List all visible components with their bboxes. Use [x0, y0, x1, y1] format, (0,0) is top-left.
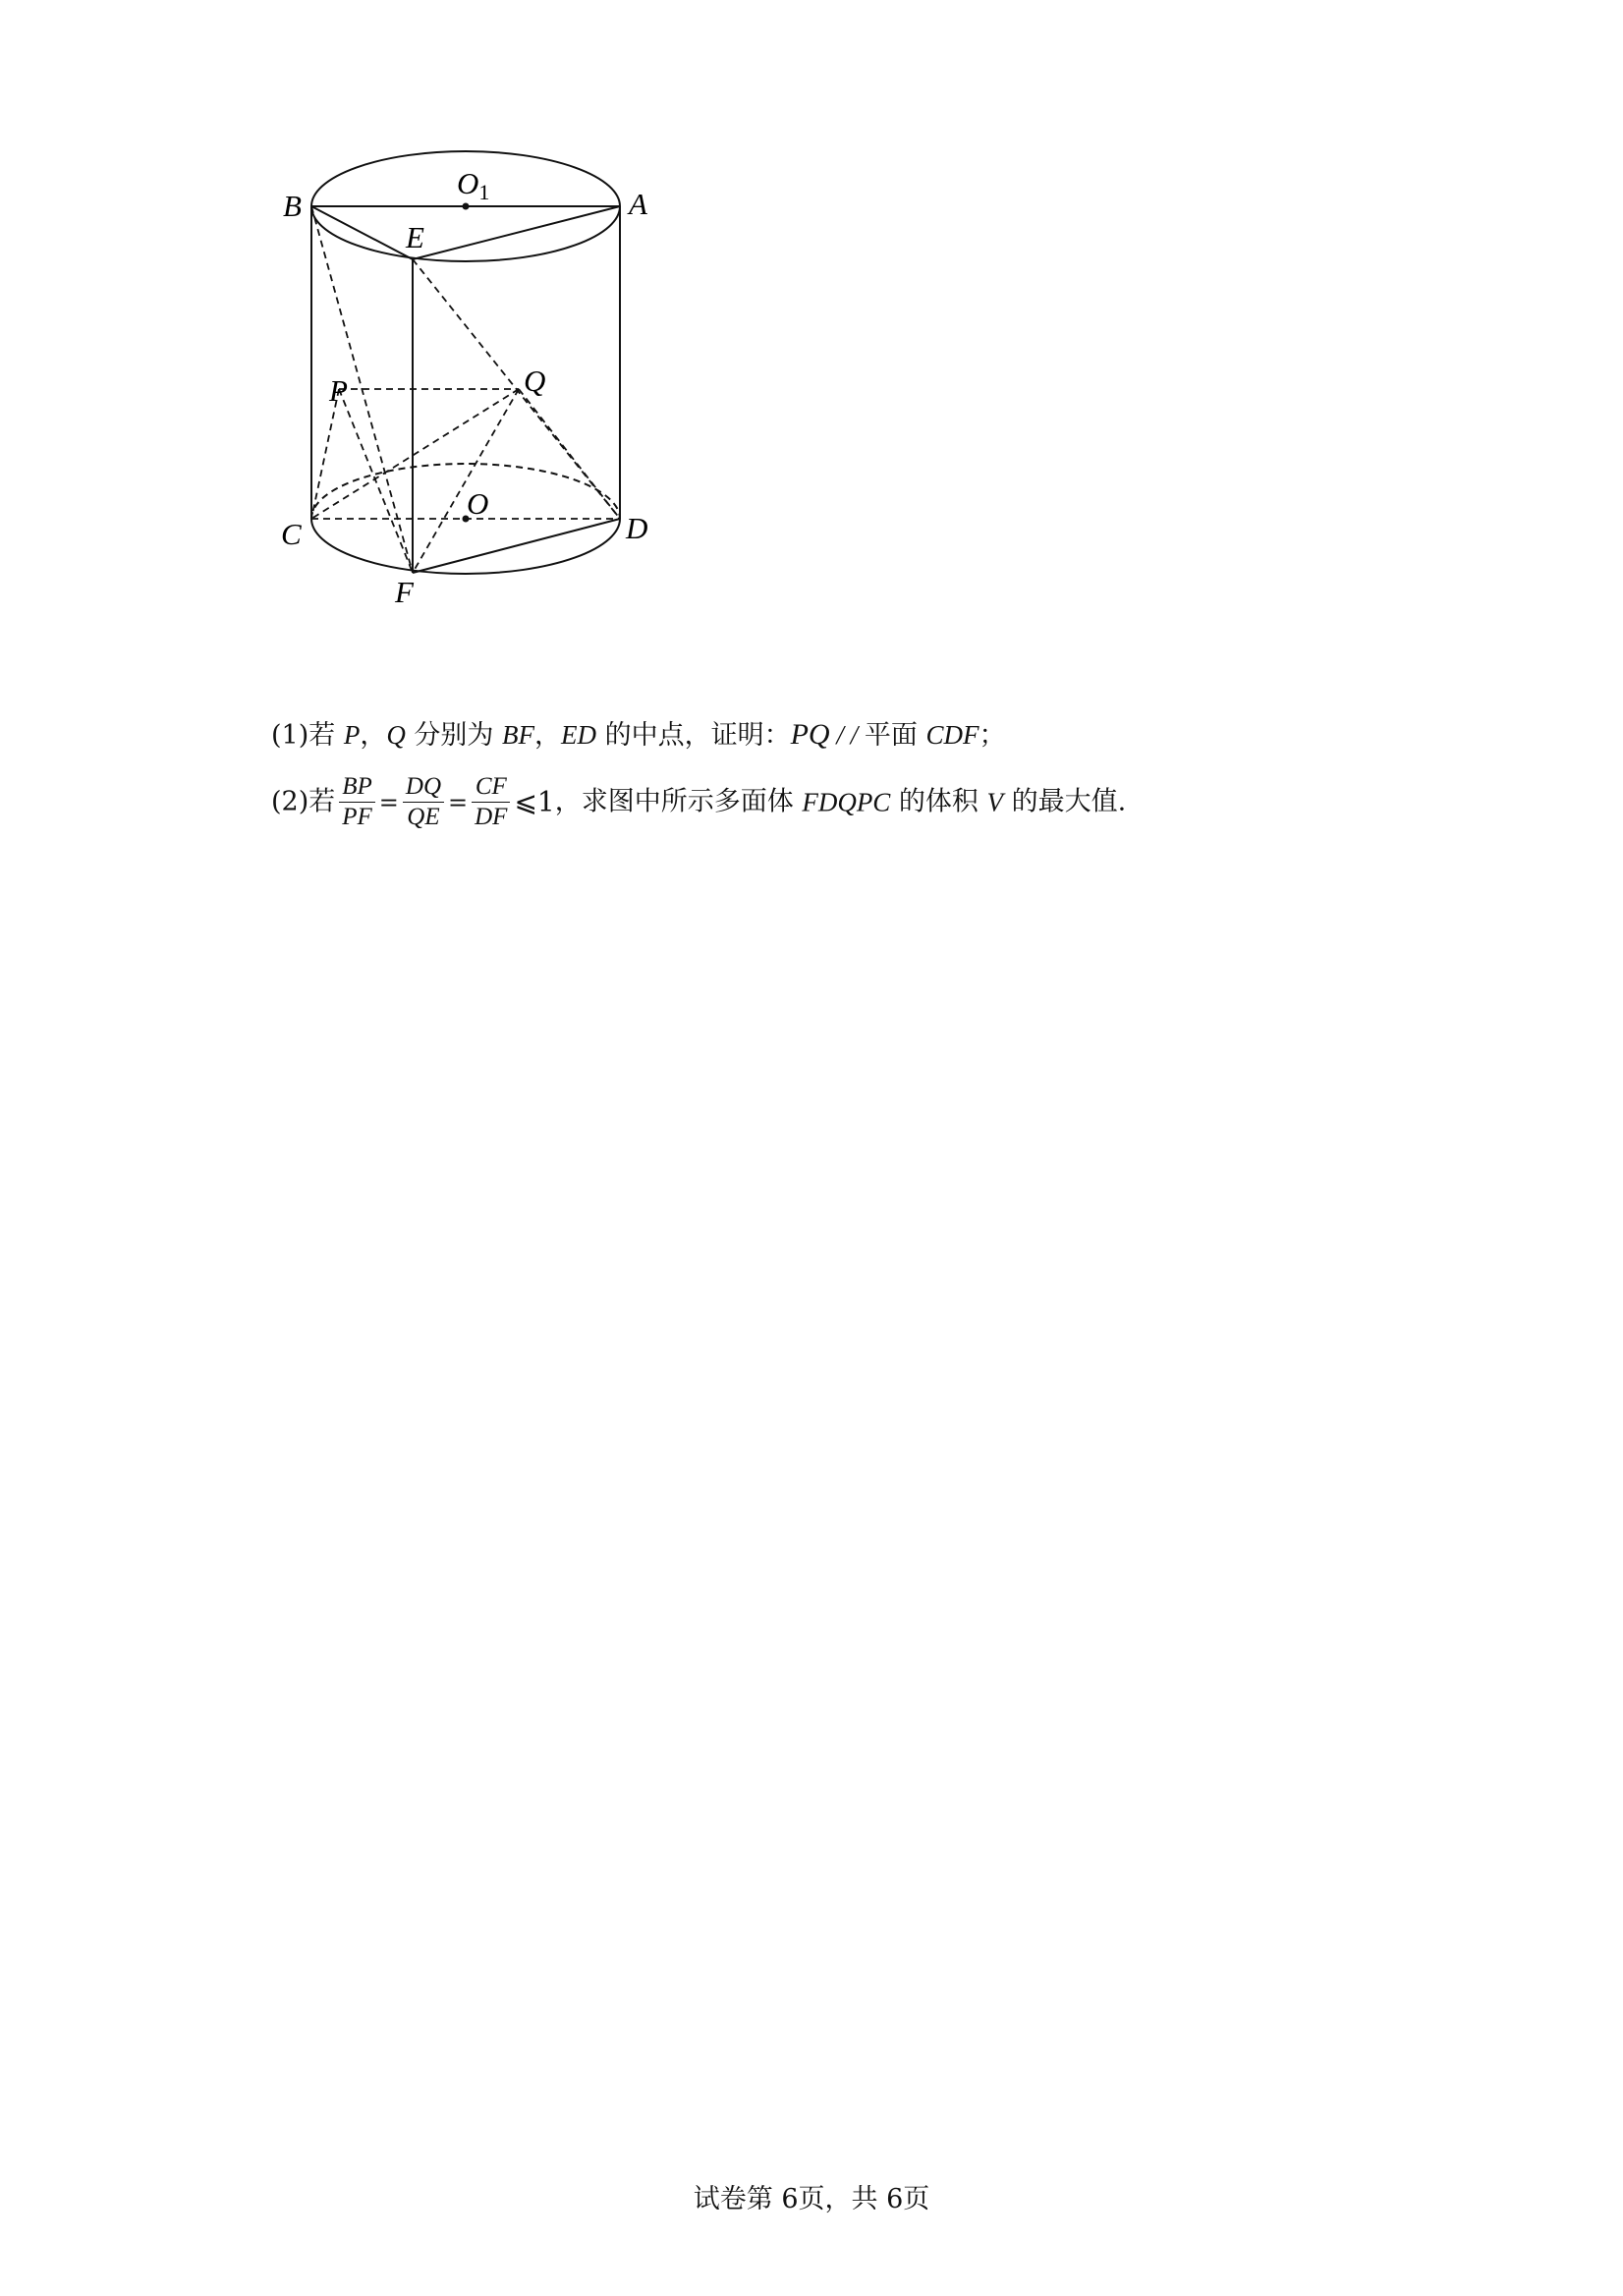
cylinder-figure	[265, 138, 678, 619]
label-O1-sub: 1	[478, 180, 490, 204]
center-O1-dot	[463, 203, 470, 210]
label-P: P	[329, 373, 348, 408]
fraction-dq-qe: $\frac{DQ}{QE}$	[403, 772, 444, 832]
label-O1	[457, 166, 489, 204]
label-B: B	[283, 189, 302, 223]
label-Q: Q	[524, 364, 546, 398]
fraction-cf-df: $\frac{CF}{DF}$	[472, 772, 510, 832]
label-C: C	[281, 517, 302, 551]
segment-EA	[413, 206, 620, 259]
question-2: (2)若 $\frac{BP}{PF}$ = $\frac{DQ}{QE}$ = $\frac{CF}{DF}$ ⩽1，求图中所示多面体 FDQPC 的体积 V 的最大值.	[271, 773, 1127, 830]
label-F: F	[395, 575, 414, 609]
label-O: O	[467, 486, 489, 521]
bottom-ellipse-back	[311, 464, 620, 519]
label-A: A	[629, 187, 647, 221]
segment-BF	[311, 206, 413, 573]
segment-QF	[413, 389, 519, 573]
page-footer: 试卷第 6页，共 6页	[693, 2184, 930, 2214]
label-E: E	[406, 220, 424, 254]
segment-FD	[413, 519, 620, 573]
segment-BE	[311, 206, 413, 259]
segment-PC	[311, 389, 339, 519]
label-O1-letter: O	[457, 166, 479, 200]
fraction-bp-pf: $\frac{BP}{PF}$	[339, 772, 375, 832]
segment-PF	[339, 389, 413, 573]
question-1: (1)若 P，Q 分别为 BF，ED 的中点，证明：PQ / / 平面 CDF；	[271, 718, 1006, 751]
label-D: D	[626, 511, 648, 545]
bottom-ellipse-front	[311, 519, 620, 574]
